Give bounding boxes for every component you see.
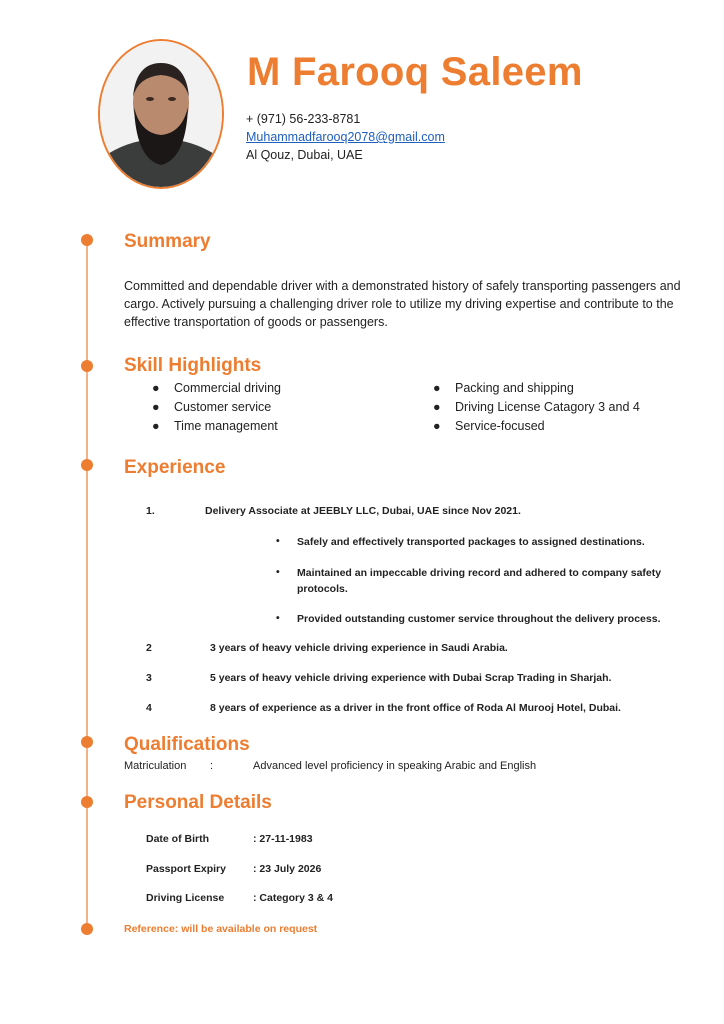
qualification-separator: : [210,760,214,772]
skill-item: ● Driving License Catagory 3 and 4 [433,400,640,414]
bullet-icon: ● [152,419,160,433]
timeline-dot-summary [81,234,93,246]
experience-bullet: Maintained an impeccable driving record and adhered to company safety protocols. [297,567,662,595]
dob-value: : 27-11-1983 [253,833,313,845]
email-link[interactable]: Muhammadfarooq2078@gmail.com [246,130,445,144]
bullet-icon: • [276,612,280,624]
timeline-line [86,240,88,930]
timeline-dot-qualifications [81,736,93,748]
qualification-value: Advanced level proficiency in speaking Arabic and English [253,760,537,772]
qualification-label: Matriculation [124,760,187,772]
experience-item: 5 years of heavy vehicle driving experience with Dubai Scrap Trading in Sharjah. [210,672,612,684]
phone-number: + (971) 56-233-8781 [246,112,361,126]
passport-label: Passport Expiry [146,863,226,875]
skill-item: ● Commercial driving [152,381,281,395]
experience-number: 2 [146,642,152,654]
timeline-dot-skills [81,360,93,372]
location: Al Qouz, Dubai, UAE [246,148,363,162]
experience-item: 8 years of experience as a driver in the front office of Roda Al Murooj Hotel, Dubai. [210,702,621,714]
bullet-icon: ● [433,400,441,414]
timeline-dot-reference [81,923,93,935]
summary-heading: Summary [124,231,211,252]
skills-heading: Skill Highlights [124,355,262,376]
experience-number: 1. [146,505,155,517]
bullet-icon: ● [152,400,160,414]
bullet-icon: • [276,566,280,578]
experience-number: 4 [146,702,152,714]
personal-heading: Personal Details [124,792,272,813]
skill-item: ● Service-focused [433,419,545,433]
skill-item: ● Time management [152,419,278,433]
summary-text: Committed and dependable driver with a demonstrated history of safely transporting passengers and cargo. Actively pursuing a challenging driver role to utilize my driving expertise and contribute to the effective transportation of goods or passengers. [124,279,681,329]
license-value: : Category 3 & 4 [253,892,333,904]
experience-heading: Experience [124,457,226,478]
experience-number: 3 [146,672,152,684]
experience-item: 3 years of heavy vehicle driving experience in Saudi Arabia. [210,642,508,654]
bullet-icon: • [276,535,280,547]
qualifications-heading: Qualifications [124,734,250,755]
experience-bullet: Safely and effectively transported packages to assigned destinations. [297,536,645,548]
skill-item: ● Packing and shipping [433,381,574,395]
license-label: Driving License [146,892,225,904]
bullet-icon: ● [152,381,160,395]
timeline-dot-experience [81,459,93,471]
bullet-icon: ● [433,419,441,433]
skill-item: ● Customer service [152,400,272,414]
bullet-icon: ● [433,381,441,395]
experience-item: Delivery Associate at JEEBLY LLC, Dubai, UAE since Nov 2021. [205,505,521,517]
profile-photo [98,39,224,189]
experience-bullet: Provided outstanding customer service throughout the delivery process. [297,613,661,625]
reference-note: Reference: will be available on request [124,923,318,935]
person-portrait-icon [100,41,222,187]
candidate-name: M Farooq Saleem [247,50,583,94]
passport-value: : 23 July 2026 [253,863,322,875]
timeline-dot-personal [81,796,93,808]
dob-label: Date of Birth [146,833,209,845]
